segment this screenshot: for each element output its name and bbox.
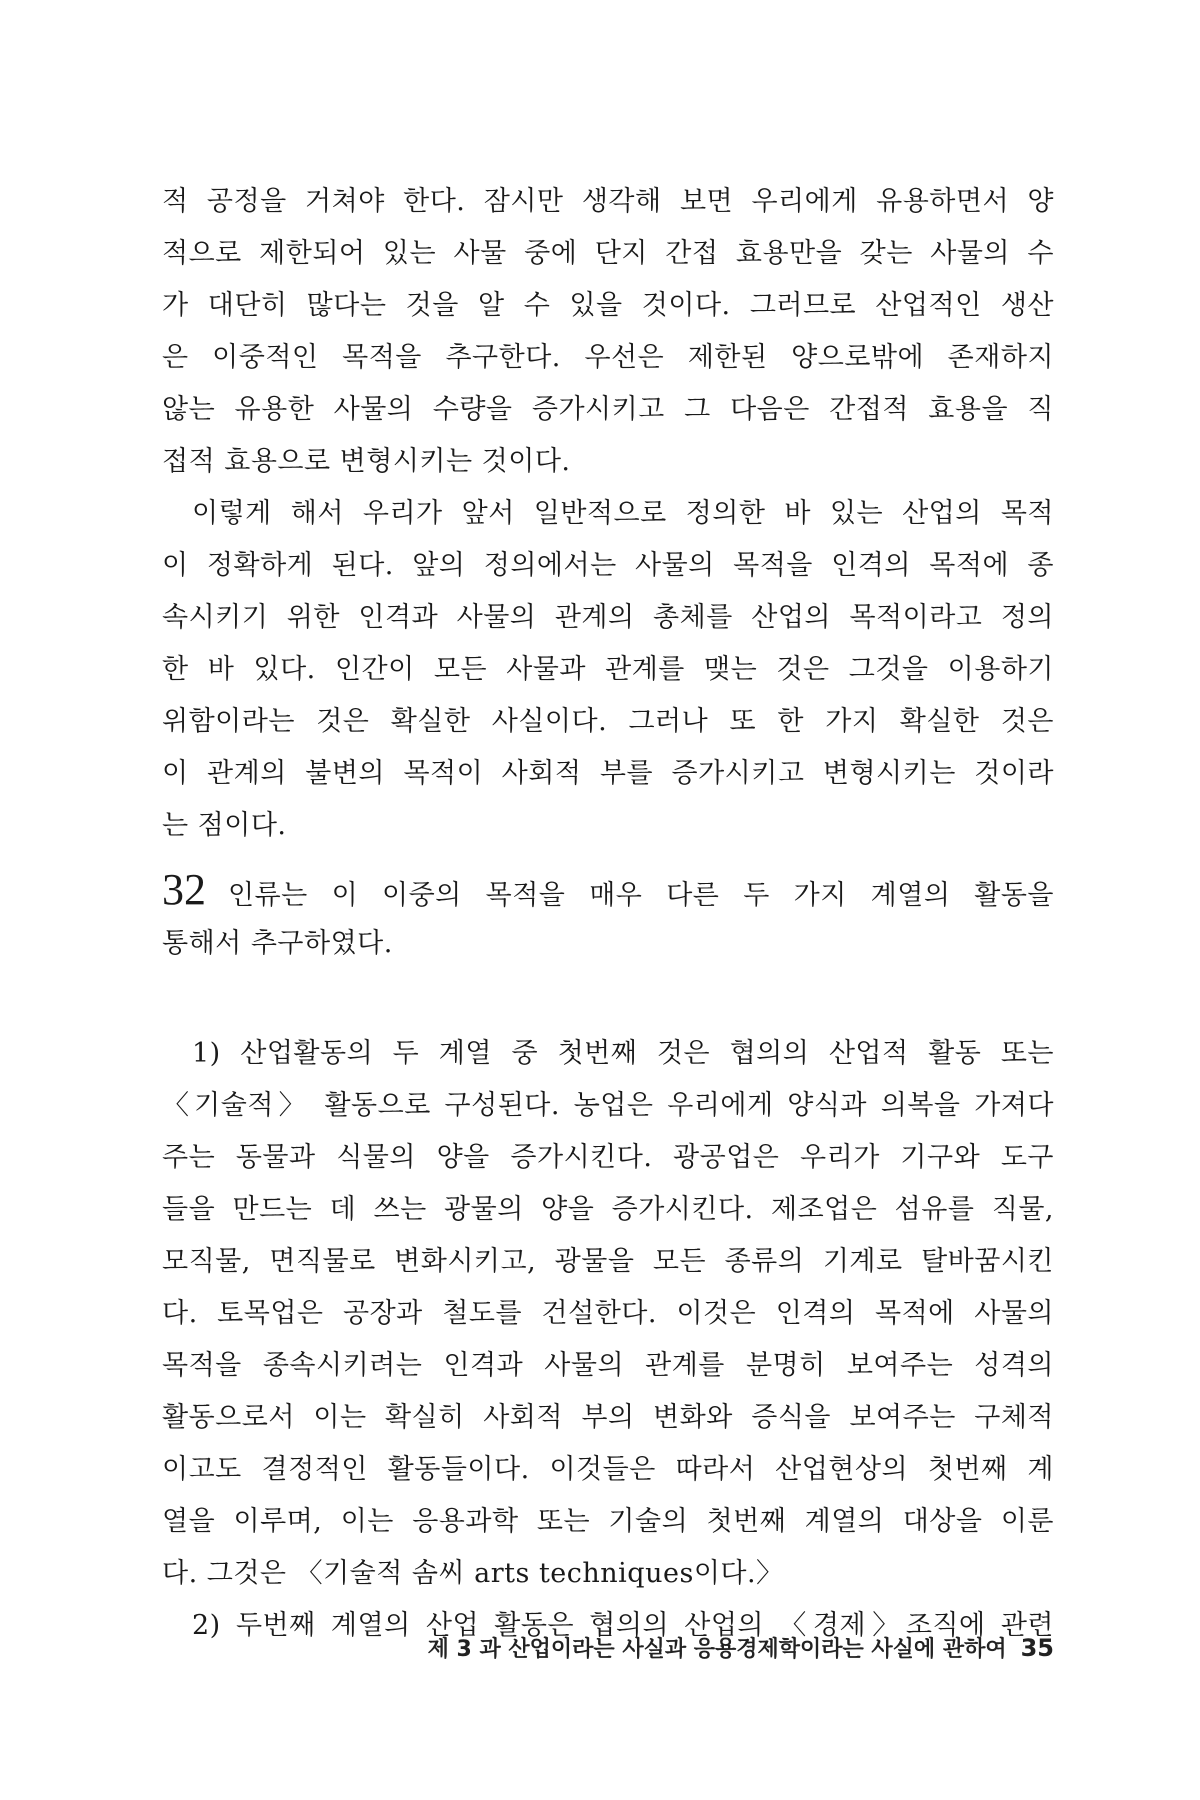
text-line: 가 대단히 많다는 것을 알 수 있을 것이다. 그러므로 산업적인 생산: [162, 290, 1054, 321]
enumerated-items: [162, 1028, 1054, 1652]
text-line: 적으로 제한되어 있는 사물 중에 단지 간접 효용만을 갖는 사물의 수: [162, 238, 1054, 269]
text-line: 은 이중적인 목적을 추구한다. 우선은 제한된 양으로밖에 존재하지: [162, 342, 1054, 373]
text-line: 이렇게 해서 우리가 앞서 일반적으로 정의한 바 있는 산업의 목적: [192, 498, 1054, 529]
text-line: 이 정확하게 된다. 앞의 정의에서는 사물의 목적을 인격의 목적에 종: [162, 550, 1054, 581]
text-line: 2) 두번째 계열의 산업 활동은 협의의 산업의 〈경제〉조직에 관련: [192, 1610, 1054, 1641]
text-line: 접적 효용으로 변형시키는 것이다.: [162, 446, 571, 477]
text-line: 적 공정을 거쳐야 한다. 잠시만 생각해 보면 우리에게 유용하면서 양: [162, 186, 1054, 217]
paragraph-1: [162, 176, 1054, 488]
running-title: 제 3 과 산업이라는 사실과 응용경제학이라는 사실에 관하여: [427, 1637, 1007, 1662]
text-line: 활동으로서 이는 확실히 사회적 부의 변화와 증식을 보여주는 구체적: [162, 1402, 1054, 1433]
text-line: 위함이라는 것은 확실한 사실이다. 그러나 또 한 가지 확실한 것은: [162, 706, 1054, 737]
text-line: 들을 만드는 데 쓰는 광물의 양을 증가시킨다. 제조업은 섬유를 직물,: [162, 1194, 1054, 1225]
page-footer: [162, 1628, 1054, 1668]
text-line: 열을 이루며, 이는 응용과학 또는 기술의 첫번째 계열의 대상을 이룬: [162, 1506, 1054, 1537]
text-line: 목적을 종속시키려는 인격과 사물의 관계를 분명히 보여주는 성격의: [162, 1350, 1054, 1381]
text-line: 않는 유용한 사물의 수량을 증가시키고 그 다음은 간접적 효용을 직: [162, 394, 1054, 425]
section-first-line: [162, 862, 1054, 918]
text-line: 〈기술적〉 활동으로 구성된다. 농업은 우리에게 양식과 의복을 가져다: [162, 1090, 1054, 1121]
text-line: 이고도 결정적인 활동들이다. 이것들은 따라서 산업현상의 첫번째 계: [162, 1454, 1054, 1485]
section-first-line-text: 인류는 이 이중의 목적을 매우 다른 두 가지 계열의 활동을: [228, 880, 1054, 911]
text-line: 모직물, 면직물로 변화시키고, 광물을 모든 종류의 기계로 탈바꿈시킨: [162, 1246, 1054, 1277]
text-line: 통해서 추구하였다.: [162, 928, 393, 959]
page-number: 35: [1020, 1634, 1054, 1662]
text-line: 주는 동물과 식물의 양을 증가시킨다. 광공업은 우리가 기구와 도구: [162, 1142, 1054, 1173]
text-line: 다. 그것은 〈기술적 솜씨 arts techniques이다.〉: [162, 1558, 784, 1589]
text-line: 다. 토목업은 공장과 철도를 건설한다. 이것은 인격의 목적에 사물의: [162, 1298, 1054, 1329]
text-line: 1) 산업활동의 두 계열 중 첫번째 것은 협의의 산업적 활동 또는: [192, 1038, 1054, 1069]
text-line: 이 관계의 불변의 목적이 사회적 부를 증가시키고 변형시키는 것이라: [162, 758, 1054, 789]
section-32: [162, 862, 1054, 970]
paragraph-2: [162, 488, 1054, 852]
text-line: 는 점이다.: [162, 810, 287, 841]
text-line: 속시키기 위한 인격과 사물의 관계의 총체를 산업의 목적이라고 정의: [162, 602, 1054, 633]
section-number: 32: [162, 865, 206, 914]
text-line: 한 바 있다. 인간이 모든 사물과 관계를 맺는 것은 그것을 이용하기: [162, 654, 1054, 685]
